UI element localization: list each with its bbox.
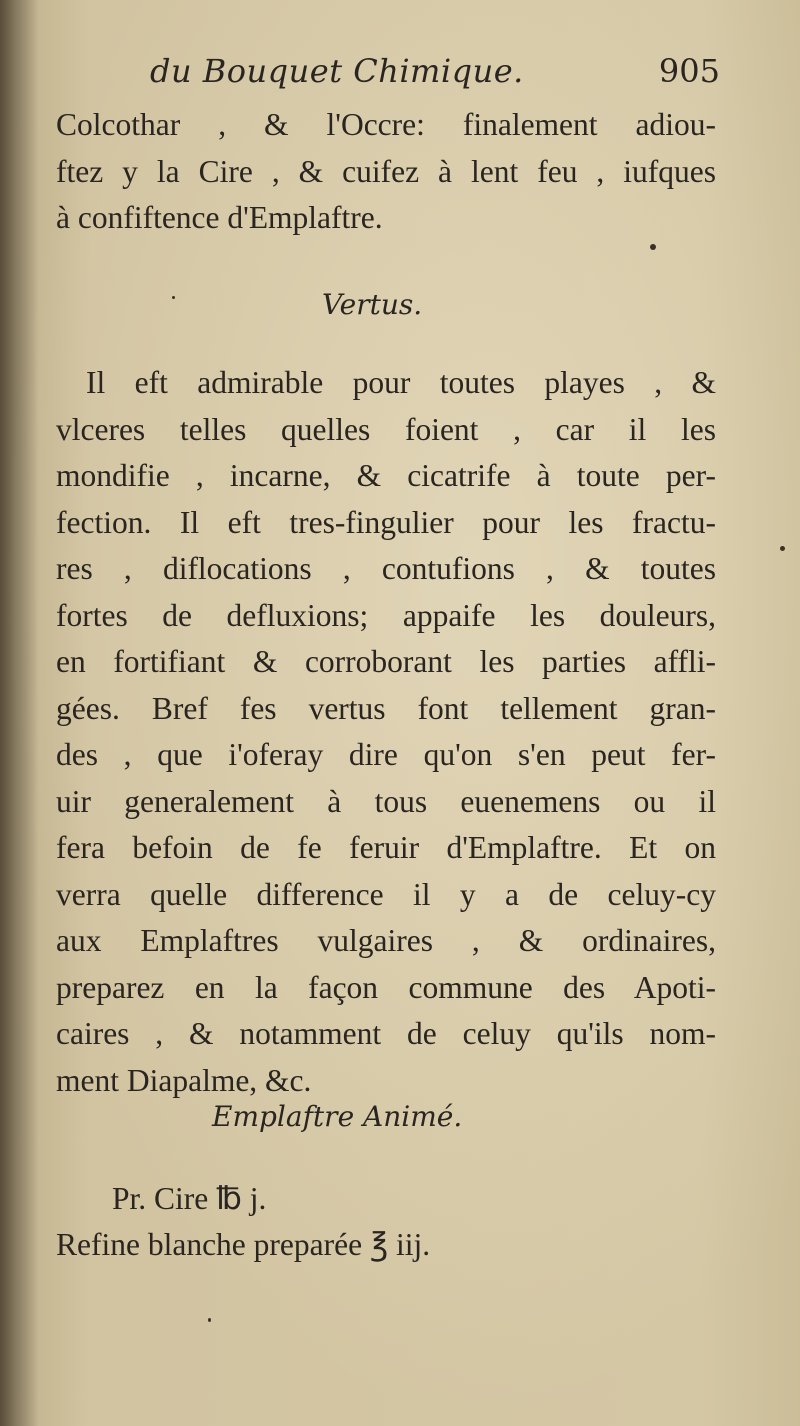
text-line: verra quelle difference il y a de celuy-cy (56, 876, 716, 912)
text-line: mondifie , incarne, & cicatrife à toute per- (56, 458, 716, 493)
text-line: fortes de defluxions; appaife les douleurs, (56, 597, 716, 633)
section-heading-vertus: Vertus. (322, 288, 423, 321)
running-title: du Bouquet Chimique. (150, 52, 524, 90)
text-line: fection. Il eft tres-fingulier pour les fractu- (56, 504, 716, 540)
page-number: 905 (658, 52, 720, 90)
text-line: res , diflocations , contufions , & toutes (56, 551, 716, 586)
recipe-line: Pr. Cire ℔ j. (112, 1181, 267, 1216)
text-line: preparez en la façon commune des Apoti- (56, 969, 716, 1005)
spine-shadow (0, 0, 38, 1426)
ink-speck (780, 546, 785, 551)
ink-speck (208, 1318, 211, 1322)
recipe-line: Refine blanche preparée ℥ iij. (56, 1227, 431, 1262)
text-line: à confiftence d'Emplaftre. (56, 200, 383, 235)
section-heading-emplastre-anime: Emplaftre Animé. (212, 1100, 463, 1133)
paragraph-1 (56, 102, 716, 242)
text-line: des , que i'oferay dire qu'on s'en peut fer- (56, 737, 716, 772)
text-line: ftez y la Cire , & cuifez à lent feu , iufques (56, 153, 716, 189)
ink-speck (650, 244, 656, 250)
text-line: Il eft admirable pour toutes playes , & (86, 365, 716, 400)
text-line: uir generalement à tous euenemens ou il (56, 783, 716, 819)
text-line: aux Emplaftres vulgaires , & ordinaires, (56, 923, 716, 958)
ink-speck (172, 296, 175, 299)
text-line: ment Diapalme, &c. (56, 1062, 312, 1098)
text-line: en fortifiant & corroborant les parties affli- (56, 644, 716, 679)
text-line: Colcothar , & l'Occre: finalement adiou- (56, 107, 716, 142)
page-header (150, 52, 720, 100)
text-line: fera befoin de fe feruir d'Emplaftre. Et on (56, 830, 716, 865)
text-line: caires , & notamment de celuy qu'ils nom- (56, 1016, 716, 1051)
text-line: vlceres telles quelles foient , car il les (56, 411, 716, 447)
text-line: gées. Bref fes vertus font tellement gran- (56, 690, 716, 726)
paragraph-2 (56, 360, 716, 1104)
